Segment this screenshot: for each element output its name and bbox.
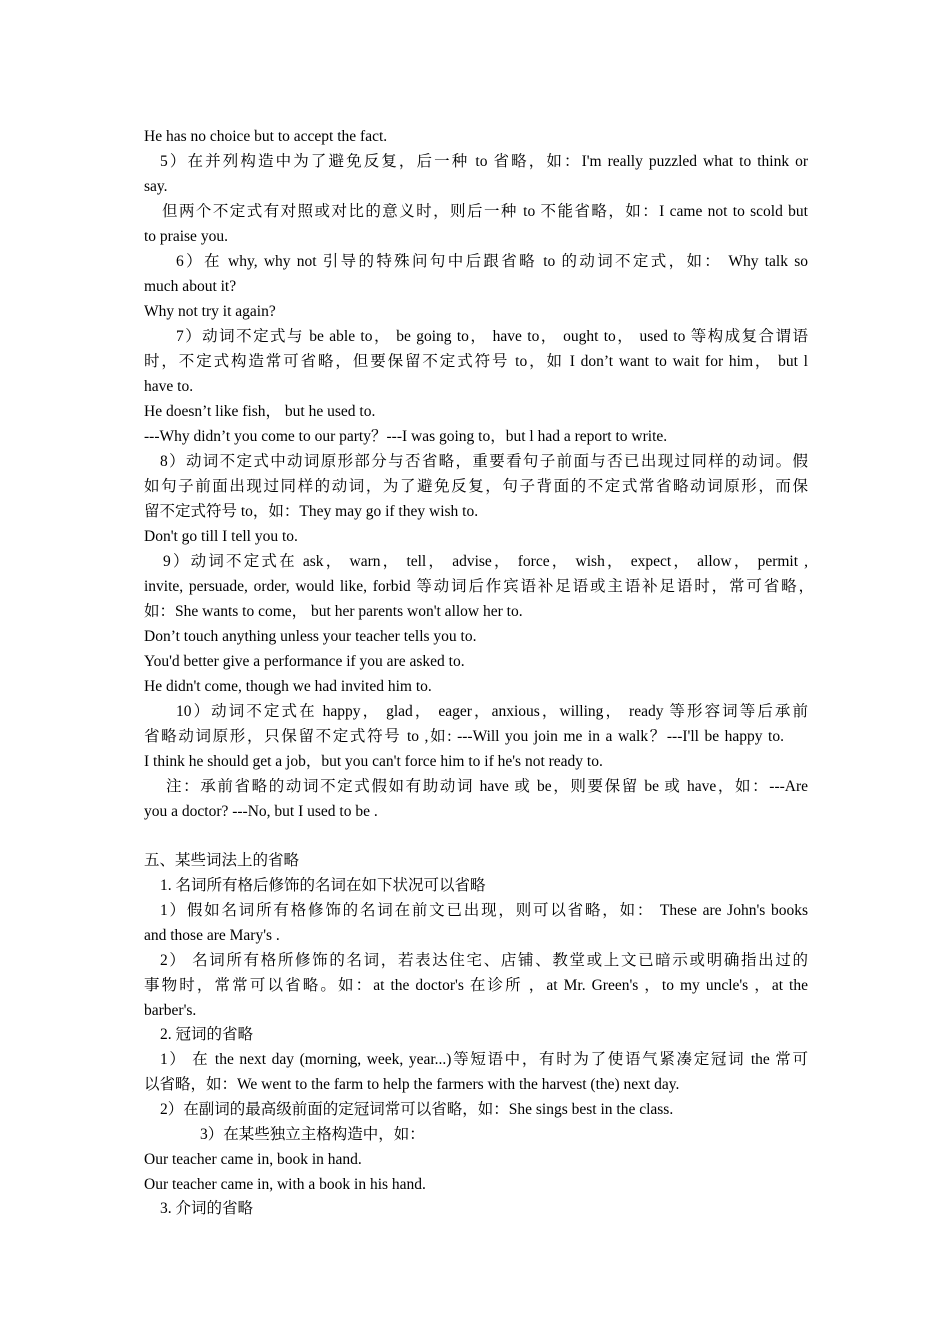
text-line: 注：承前省略的动词不定式假如有助动词 have 或 be，则要保留 be 或 have，如：---Are	[166, 778, 808, 795]
text-line: I think he should get a job，but you can't force him to if he's not ready to.	[144, 753, 603, 770]
text-line: ---Why didn’t you come to our party？---I was going to，but l had a report to write.	[144, 428, 668, 445]
text-line: Don't go till I tell you to.	[144, 528, 298, 545]
text-line: 时，不定式构造常可省略，但要保留不定式符号 to，如 I don’t want to wait for him， but l	[144, 353, 808, 370]
text-line: invite, persuade, order, would like, forbid 等动词后作宾语补足语或主语补足语时，常可省略，	[144, 578, 814, 595]
text-line: 2） 名词所有格所修饰的名词，若表达住宅、店铺、教堂或上文已暗示或明确指出过的	[160, 952, 808, 969]
text-line: 6）在 why, why not 引导的特殊问句中后跟省略 to 的动词不定式，如： Why talk so	[176, 253, 808, 270]
text-line: He has no choice but to accept the fact.	[144, 128, 388, 145]
text-line: say.	[144, 178, 168, 195]
text-line: and those are Mary's .	[144, 927, 280, 944]
text-line: 1） 在 the next day (morning, week, year...)等短语中，有时为了使语气紧凑定冠词 the 常可	[160, 1051, 808, 1068]
subsection-heading: 3. 介词的省略	[160, 1200, 254, 1217]
text-line: 2）在副词的最高级前面的定冠词常可以省略，如：She sings best in the class.	[160, 1101, 674, 1118]
text-line: You'd better give a performance if you are asked to.	[144, 653, 465, 670]
text-line: 如：She wants to come， but her parents won't allow her to.	[144, 603, 523, 620]
text-line: barber's.	[144, 1002, 197, 1019]
text-line: 留不定式符号 to，如：They may go if they wish to.	[144, 503, 479, 520]
text-line: He didn't come, though we had invited him to.	[144, 678, 432, 695]
text-line: 10）动词不定式在 happy， glad， eager，anxious，willing， ready 等形容词等后承前	[176, 703, 808, 720]
text-line: 省略动词原形，只保留不定式符号 to ,如: ---Will you join me in a walk？---I'll be happy to.	[144, 728, 784, 745]
text-line: much about it?	[144, 278, 237, 295]
text-line: Why not try it again?	[144, 303, 276, 320]
text-line: 5）在并列构造中为了避免反复，后一种 to 省略，如：I'm really puzzled what to think or	[160, 153, 808, 170]
text-line: Our teacher came in, book in hand.	[144, 1151, 362, 1168]
text-line: 3）在某些独立主格构造中，如：	[200, 1126, 425, 1143]
subsection-heading: 2. 冠词的省略	[160, 1026, 254, 1043]
text-line: 8）动词不定式中动词原形部分与否省略，重要看句子前面与否已出现过同样的动词。假	[160, 453, 808, 470]
text-line: 事物时，常常可以省略。如：at the doctor's 在诊所 ，at Mr. Green's ，to my uncle's ，at the	[144, 977, 808, 994]
text-line: 1）假如名词所有格修饰的名词在前文已出现，则可以省略，如： These are John's books	[160, 902, 808, 919]
text-line: to praise you.	[144, 228, 228, 245]
text-line: 如句子前面出现过同样的动词，为了避免反复，句子背面的不定式常省略动词原形，而保	[144, 478, 808, 495]
text-line: Don’t touch anything unless your teacher tells you to.	[144, 628, 477, 645]
subsection-heading: 1. 名词所有格后修饰的名词在如下状况可以省略	[160, 877, 486, 894]
text-line: 9）动词不定式在 ask， warn， tell， advise， force， wish， expect， allow， permit ,	[163, 553, 808, 570]
text-line: 7）动词不定式与 be able to， be going to， have to， ought to， used to 等构成复合谓语	[176, 328, 808, 345]
text-line: 但两个不定式有对照或对比的意义时，则后一种 to 不能省略，如：I came not to scold but	[162, 203, 808, 220]
section-heading: 五、某些词法上的省略	[144, 852, 300, 869]
text-line: He doesn’t like fish， but he used to.	[144, 403, 376, 420]
text-line: Our teacher came in, with a book in his hand.	[144, 1176, 426, 1193]
text-line: have to.	[144, 378, 194, 395]
text-line: you a doctor? ---No, but I used to be .	[144, 803, 378, 820]
text-line: 以省略，如：We went to the farm to help the farmers with the harvest (the) next day.	[144, 1076, 680, 1093]
